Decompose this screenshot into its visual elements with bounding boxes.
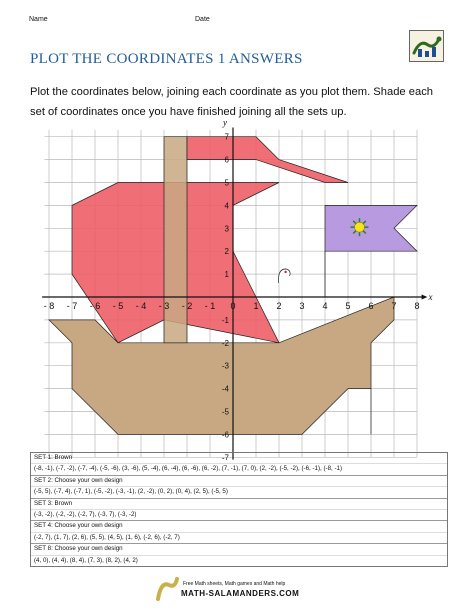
footer-logo xyxy=(155,573,325,605)
set-2 xyxy=(31,475,447,498)
set-coordinates: (-3, -2), (-2, -2), (-2, 7), (-3, 7), (-3, -2) xyxy=(34,511,137,519)
x-tick-label: - 3 xyxy=(158,301,170,311)
y-tick-label: 7 xyxy=(224,132,229,142)
y-tick-label: -5 xyxy=(221,407,229,417)
set-label: SET 8: Choose your own design xyxy=(31,544,447,555)
y-tick-label: 3 xyxy=(224,224,229,234)
set-8 xyxy=(31,543,447,566)
answers-table xyxy=(30,452,448,567)
x-tick-label: 1 xyxy=(253,301,259,311)
y-tick-label: -4 xyxy=(221,384,229,394)
name-label: Name xyxy=(29,16,48,23)
x-tick-label: 0 xyxy=(230,301,236,311)
set-label: SET 4: Choose your own design xyxy=(31,521,447,532)
date-label: Date xyxy=(195,16,210,23)
footer-site: MATH-SALAMANDERS.COM xyxy=(181,589,300,598)
x-tick-label: - 6 xyxy=(89,301,101,311)
y-tick-label: 2 xyxy=(224,247,229,257)
mast-shape xyxy=(164,137,187,343)
y-tick-label: 5 xyxy=(224,178,229,188)
x-tick-label: 5 xyxy=(345,301,351,311)
y-tick-label: 4 xyxy=(224,201,229,211)
x-tick-label: 7 xyxy=(391,301,397,311)
x-axis-arrow-icon xyxy=(422,295,428,300)
x-tick-label: 4 xyxy=(322,301,328,311)
y-tick-label: -3 xyxy=(221,361,229,371)
set-coordinates: (-5, 5), (-7, 4), (-7, 1), (-5, -2), (-3, -1), (2, -2), (0, 2), (0, 4), (2, 5), (-5, 5) xyxy=(34,488,228,496)
y-tick-label: -1 xyxy=(221,315,229,325)
set-coordinates: (-2, 7), (1, 7), (2, 6), (5, 5), (4, 5), (1, 6), (-2, 6), (-2, 7) xyxy=(34,533,180,541)
x-tick-label: 3 xyxy=(299,301,305,311)
footer-tagline: Free Math sheets, Math games and Math help xyxy=(183,581,286,587)
x-axis-label: x xyxy=(428,292,433,302)
x-tick-label: - 5 xyxy=(112,301,124,311)
x-tick-label: 8 xyxy=(414,301,420,311)
set-label: SET 3: Brown xyxy=(31,499,447,510)
set-coordinates: (-8, -1), (-7, -2), (-7, -4), (-5, -6), (3, -6), (5, -4), (6, -4), (6, -6), (6, -2), (7, -1), (7, 0), (2, -2), (-5, -2), (-6, -1), (-8, -1) xyxy=(34,465,343,473)
set-4 xyxy=(31,520,447,543)
set-label: SET 1: Brown xyxy=(31,453,447,464)
y-tick-label: -6 xyxy=(221,430,229,440)
y-axis-label: y xyxy=(223,117,227,128)
x-tick-label: - 1 xyxy=(204,301,216,311)
sun-icon xyxy=(355,222,365,232)
x-tick-label: - 4 xyxy=(135,301,147,311)
x-tick-label: 6 xyxy=(368,301,374,311)
x-tick-label: - 8 xyxy=(43,301,55,311)
x-tick-label: - 7 xyxy=(66,301,78,311)
set-label: SET 2: Choose your own design xyxy=(31,476,447,487)
set-coordinates: (4, 0), (4, 4), (8, 4), (7, 3), (8, 2), (4, 2) xyxy=(34,556,138,564)
y-tick-label: -7 xyxy=(221,453,229,460)
y-tick-label: 6 xyxy=(224,155,229,165)
page-title: PLOT THE COORDINATES 1 ANSWERS xyxy=(30,51,303,67)
y-tick-label: 1 xyxy=(224,270,229,280)
set-1 xyxy=(31,453,447,475)
x-tick-label: - 2 xyxy=(181,301,193,311)
lookout-figure-icon xyxy=(278,269,290,283)
instructions-text: Plot the coordinates below, joining each coordinate as you plot them. Shade each set of coordinates once you have finished joining all the sets up. xyxy=(30,86,434,118)
salamander-icon xyxy=(155,575,179,603)
set-3 xyxy=(31,498,447,521)
y-tick-label: -2 xyxy=(221,338,229,348)
lookout-eye-icon xyxy=(284,271,286,273)
x-tick-label: 2 xyxy=(276,301,282,311)
